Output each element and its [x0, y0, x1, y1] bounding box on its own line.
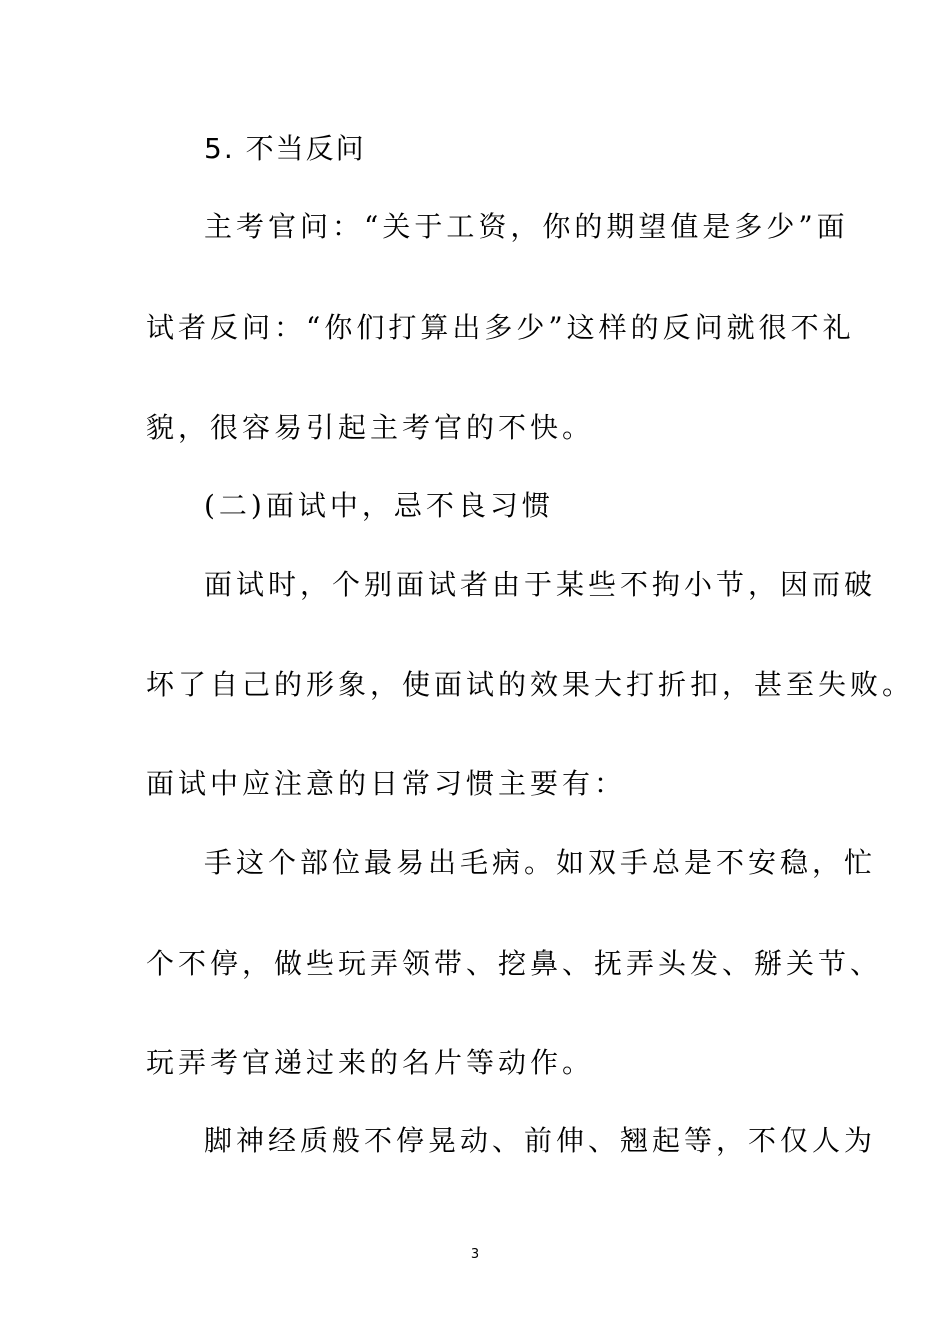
- paragraph-line: 面试时，个别面试者由于某些不拘小节，因而破: [204, 568, 877, 601]
- paragraph-line: 个不停，做些玩弄领带、挖鼻、抚弄头发、掰关节、: [146, 947, 883, 980]
- page-number: 3: [470, 1247, 480, 1262]
- paragraph-line: 试者反问：“你们打算出多少”这样的反问就很不礼: [146, 311, 855, 344]
- section-heading-improper-questions: 5. 不当反问: [204, 132, 366, 165]
- section-heading-bad-habits: (二)面试中，忌不良习惯: [204, 489, 554, 522]
- paragraph-line: 玩弄考官递过来的名片等动作。: [146, 1046, 595, 1079]
- paragraph-line: 主考官问：“关于工资，你的期望值是多少”面: [204, 210, 849, 243]
- paragraph-line: 貌，很容易引起主考官的不快。: [146, 411, 595, 444]
- paragraph-line: 脚神经质般不停晃动、前伸、翘起等，不仅人为: [204, 1124, 877, 1157]
- paragraph-line: 手这个部位最易出毛病。如双手总是不安稳，忙: [204, 846, 877, 879]
- paragraph-line: 坏了自己的形象，使面试的效果大打折扣，甚至失败。: [146, 668, 915, 701]
- paragraph-line: 面试中应注意的日常习惯主要有：: [146, 767, 627, 800]
